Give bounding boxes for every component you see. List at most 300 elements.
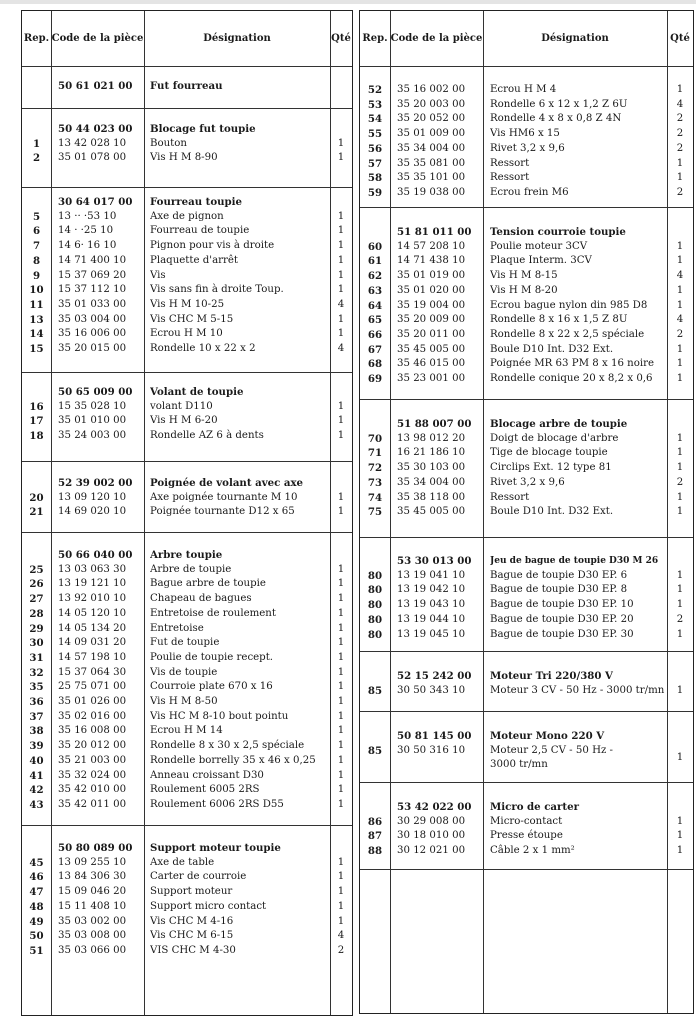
rep-number: 59	[367, 186, 383, 199]
part-code: 35 02 016 00	[58, 710, 127, 722]
part-designation: Axe de table	[150, 856, 215, 868]
rep-number: 20	[29, 491, 44, 504]
table-row	[360, 98, 693, 113]
part-quantity: 4	[337, 298, 345, 310]
rep-number: 87	[367, 830, 383, 843]
table-row	[22, 592, 352, 607]
table-row	[22, 298, 352, 313]
assembly-code: 52 15 242 00	[397, 670, 472, 682]
part-designation: Doigt de blocage d'arbre	[490, 432, 619, 444]
assembly-code: 52 39 002 00	[58, 477, 133, 489]
part-quantity: 1	[676, 815, 684, 827]
part-designation: volant D110	[150, 400, 213, 412]
section-divider	[360, 207, 693, 208]
part-quantity: 1	[676, 299, 684, 311]
table-row	[22, 710, 352, 725]
table-row	[360, 343, 693, 358]
part-designation: Poulie moteur 3CV	[490, 240, 588, 252]
part-code: 35 42 010 00	[58, 784, 127, 796]
table-row	[22, 269, 352, 284]
section-divider	[22, 187, 352, 188]
table-row	[22, 724, 352, 739]
part-code: 35 01 033 00	[58, 298, 127, 310]
part-quantity: 1	[337, 225, 345, 237]
part-designation: Poignée tournante D12 x 65	[150, 506, 295, 518]
part-code: 35 03 002 00	[58, 915, 127, 927]
part-code: 15 11 408 10	[58, 900, 127, 912]
part-designation: VIS CHC M 4-30	[150, 944, 236, 956]
part-code: 14 71 400 10	[58, 254, 127, 266]
part-quantity: 1	[337, 313, 345, 325]
part-designation: Ecrou H M 10	[150, 328, 223, 340]
rep-number: 73	[367, 476, 383, 489]
part-code: 16 21 186 10	[397, 447, 466, 459]
part-quantity: 4	[676, 314, 684, 326]
part-designation: Vis H M 6-20	[150, 415, 218, 427]
part-quantity: 2	[337, 944, 345, 956]
part-quantity: 1	[676, 684, 684, 696]
table-row	[360, 446, 693, 461]
rep-number: 70	[367, 432, 383, 445]
assembly-code: 50 81 145 00	[397, 730, 472, 742]
header-qty: Qté	[670, 33, 690, 44]
part-designation: Axe poignée tournante M 10	[150, 491, 298, 503]
assembly-row	[360, 554, 693, 569]
part-designation: Presse étoupe	[490, 830, 563, 842]
part-code: 35 20 003 00	[397, 98, 466, 110]
parts-table-left	[21, 10, 353, 1016]
rep-number: 26	[29, 578, 44, 591]
table-row	[360, 299, 693, 314]
rep-number: 48	[29, 900, 44, 913]
page-top-edge	[0, 0, 696, 4]
table-row	[22, 900, 352, 915]
assembly-title: Moteur Mono 220 V	[490, 730, 605, 742]
assembly-row	[360, 669, 693, 684]
assembly-row	[22, 122, 352, 137]
rep-number: 66	[367, 328, 383, 341]
assembly-row	[22, 841, 352, 856]
part-quantity: 1	[676, 172, 684, 184]
part-code: 35 01 026 00	[58, 696, 127, 707]
part-code: 35 19 004 00	[397, 299, 466, 311]
part-code: 35 20 015 00	[58, 343, 127, 354]
part-designation: Rivet 3,2 x 9,6	[490, 142, 565, 154]
part-code: 13 92 010 10	[58, 593, 127, 605]
header-code: Code de la pièce	[51, 33, 144, 44]
rep-number: 28	[29, 607, 44, 620]
part-code: 30 50 343 10	[397, 684, 466, 696]
rep-number: 25	[29, 563, 44, 576]
rep-number: 88	[367, 845, 383, 858]
part-designation: Bague de toupie D30 EP. 10	[490, 599, 634, 611]
part-designation: Ecrou H M 4	[490, 84, 557, 95]
parts-table-right	[359, 10, 694, 1014]
table-row	[360, 744, 693, 771]
part-quantity: 2	[676, 613, 684, 625]
table-row	[22, 563, 352, 578]
rep-number: 80	[367, 569, 383, 582]
assembly-title: Fut fourreau	[150, 80, 223, 92]
table-row	[22, 739, 352, 754]
part-quantity: 1	[337, 607, 345, 619]
part-quantity: 1	[337, 210, 345, 222]
rep-number: 7	[32, 240, 41, 253]
part-code: 15 37 064 30	[58, 666, 127, 678]
rep-number: 80	[367, 584, 383, 597]
part-code: 14 6· 16 10	[58, 240, 117, 252]
rep-number: 8	[32, 254, 41, 267]
rep-number: 10	[29, 284, 44, 297]
part-quantity: 1	[676, 752, 684, 764]
table-row	[22, 870, 352, 885]
part-designation: Entretoise de roulement	[150, 607, 276, 619]
table-row	[360, 829, 693, 844]
part-quantity: 1	[337, 152, 345, 164]
part-code: 13 09 255 10	[58, 856, 127, 868]
table-row	[360, 583, 693, 598]
table-row	[22, 651, 352, 666]
section-divider	[360, 651, 693, 652]
section-divider	[22, 461, 352, 462]
assembly-row	[360, 225, 693, 240]
part-quantity: 1	[337, 666, 345, 678]
part-designation: Vis HM6 x 15	[490, 128, 560, 140]
part-designation: Rondelle 6 x 12 x 1,2 Z 6U	[490, 98, 628, 110]
rep-number: 58	[367, 172, 383, 185]
rep-number: 43	[29, 798, 44, 811]
part-designation: Tige de blocage toupie	[490, 447, 608, 459]
part-code: 30 50 316 10	[397, 744, 466, 756]
rep-number: 31	[29, 651, 44, 664]
table-row	[22, 944, 352, 959]
table-row	[22, 680, 352, 695]
part-designation: Plaque Interm. 3CV	[490, 255, 592, 267]
part-designation: Courroie plate 670 x 16	[150, 681, 273, 693]
part-designation: Roulement 6005 2RS	[150, 784, 260, 796]
rep-number: 71	[367, 447, 383, 460]
part-designation: Boule D10 Int. D32 Ext.	[490, 506, 614, 518]
part-designation: Micro-contact	[490, 815, 563, 827]
part-quantity: 1	[337, 784, 345, 796]
part-code: 35 24 003 00	[58, 430, 127, 442]
rep-number: 86	[367, 815, 383, 828]
table-row	[360, 186, 693, 201]
part-quantity: 1	[676, 447, 684, 459]
assembly-title: Fourreau toupie	[150, 196, 243, 208]
part-quantity: 4	[337, 343, 345, 354]
part-designation: Entretoise	[150, 622, 204, 634]
part-designation: Vis HC M 8-10 bout pointu	[150, 710, 289, 722]
table-row	[360, 313, 693, 328]
table-row	[22, 577, 352, 592]
section-divider	[22, 372, 352, 373]
part-code: 35 19 038 00	[397, 186, 466, 198]
part-quantity: 1	[337, 681, 345, 693]
table-row	[22, 622, 352, 637]
part-quantity: 1	[676, 491, 684, 503]
part-code: 35 21 003 00	[58, 754, 127, 766]
part-quantity: 1	[337, 900, 345, 912]
part-code: 14 71 438 10	[397, 255, 466, 267]
assembly-row	[360, 729, 693, 744]
part-quantity: 1	[676, 569, 684, 581]
part-code: 35 38 118 00	[397, 491, 466, 503]
part-code: 15 35 028 10	[58, 400, 127, 412]
part-code: 35 20 011 00	[397, 328, 466, 340]
part-code: 35 46 015 00	[397, 358, 466, 370]
part-designation: Bague arbre de toupie	[150, 578, 266, 590]
table-row	[360, 284, 693, 299]
rep-number: 56	[367, 142, 383, 155]
rep-number: 85	[367, 684, 383, 697]
part-code: 13 42 028 10	[58, 137, 127, 149]
rep-number: 69	[367, 373, 383, 385]
part-code: 35 32 024 00	[58, 769, 127, 781]
part-designation: Poulie de toupie recept.	[150, 651, 274, 663]
assembly-code: 53 42 022 00	[397, 801, 472, 813]
table-row	[22, 429, 352, 444]
assembly-title: Tension courroie toupie	[490, 226, 626, 238]
part-designation: Rondelle conique 20 x 8,2 x 0,6	[490, 373, 653, 384]
assembly-row	[22, 476, 352, 491]
part-code: 14 05 134 20	[58, 622, 127, 634]
part-code: 35 35 101 00	[397, 172, 466, 184]
rep-number: 54	[367, 113, 383, 126]
rep-number: 41	[29, 769, 44, 782]
part-quantity: 1	[676, 462, 684, 474]
table-row	[360, 112, 693, 127]
part-designation: Rondelle 10 x 22 x 2	[150, 343, 256, 354]
rep-number: 61	[367, 255, 383, 268]
table-row	[22, 666, 352, 681]
part-code: 13 03 063 30	[58, 563, 127, 575]
part-designation: Vis CHC M 6-15	[150, 930, 234, 942]
part-designation: Rondelle borrelly 35 x 46 x 0,25	[150, 754, 316, 766]
part-quantity: 1	[676, 84, 684, 95]
part-designation: Poignée MR 63 PM 8 x 16 noire	[490, 358, 655, 370]
table-row	[22, 505, 352, 520]
table-row	[22, 491, 352, 506]
part-code: 14 · ·25 10	[58, 225, 114, 237]
part-designation: Bague de toupie D30 EP. 6	[490, 569, 628, 581]
part-code: 35 01 078 00	[58, 152, 127, 164]
part-designation: Anneau croissant D30	[150, 769, 264, 781]
table-row	[22, 254, 352, 269]
assembly-code: 51 88 007 00	[397, 418, 472, 430]
rep-number: 29	[29, 622, 44, 635]
part-quantity: 1	[337, 491, 345, 503]
part-designation: Ecrou frein M6	[490, 186, 569, 198]
part-designation: Bague de toupie D30 EP. 30	[490, 628, 634, 640]
part-quantity: 1	[337, 284, 345, 296]
rep-number: 2	[32, 152, 41, 165]
part-quantity: 1	[337, 871, 345, 883]
part-designation: Câble 2 x 1 mm²	[490, 845, 575, 857]
table-row	[360, 844, 693, 859]
part-quantity: 1	[676, 506, 684, 518]
table-row	[22, 695, 352, 710]
part-designation: Support moteur	[150, 886, 233, 898]
part-designation: Boule D10 Int. D32 Ext.	[490, 343, 614, 355]
table-row	[22, 327, 352, 342]
assembly-code: 50 44 023 00	[58, 123, 133, 135]
table-row	[360, 476, 693, 491]
assembly-row	[22, 195, 352, 210]
part-quantity: 4	[676, 98, 684, 110]
table-row	[22, 754, 352, 769]
table-row	[22, 151, 352, 166]
part-quantity: 1	[337, 593, 345, 605]
rep-number: 46	[29, 871, 44, 884]
rep-number: 13	[29, 313, 44, 326]
part-code: 35 30 103 00	[397, 462, 466, 474]
rep-number: 36	[29, 696, 44, 708]
rep-number: 85	[367, 744, 383, 757]
part-quantity: 1	[676, 373, 684, 384]
table-row	[360, 254, 693, 269]
rep-number: 15	[29, 343, 44, 355]
part-designation: Vis CHC M 4-16	[150, 915, 234, 927]
part-designation: Ecrou H M 14	[150, 725, 223, 737]
rep-number: 67	[367, 343, 383, 356]
part-quantity: 1	[337, 915, 345, 927]
rep-number: 6	[32, 225, 41, 238]
part-designation-line2: 3000 tr/mn	[490, 759, 548, 771]
part-designation: Fourreau de toupie	[150, 225, 250, 237]
part-quantity: 1	[676, 830, 684, 842]
header-divider	[22, 66, 352, 67]
table-row	[360, 171, 693, 186]
part-code: 13 19 045 10	[397, 628, 466, 640]
part-designation: Vis H M 8-20	[490, 284, 558, 296]
table-row	[22, 400, 352, 415]
rep-number: 32	[29, 666, 44, 679]
part-code: 13 ·· ·53 10	[58, 210, 117, 222]
rep-number: 47	[29, 886, 44, 899]
part-quantity: 1	[337, 754, 345, 766]
table-row	[22, 856, 352, 871]
part-code: 35 01 009 00	[397, 128, 466, 140]
part-code: 13 84 306 30	[58, 871, 127, 883]
part-quantity: 1	[337, 415, 345, 427]
rep-number: 68	[367, 358, 383, 371]
part-code: 35 45 005 00	[397, 506, 466, 518]
part-designation: Rondelle 8 x 30 x 2,5 spéciale	[150, 740, 305, 752]
part-quantity: 1	[676, 628, 684, 640]
table-row	[360, 432, 693, 447]
rep-number: 40	[29, 754, 44, 767]
header-rep: Rep.	[23, 33, 50, 44]
table-row	[22, 210, 352, 225]
section-divider	[22, 825, 352, 826]
part-designation: Ressort	[490, 172, 530, 184]
part-quantity: 1	[676, 584, 684, 596]
part-quantity: 1	[337, 856, 345, 868]
part-quantity: 2	[676, 142, 684, 154]
assembly-code: 51 81 011 00	[397, 226, 472, 238]
part-designation: Fut de toupie	[150, 637, 220, 649]
part-code: 35 35 081 00	[397, 157, 466, 169]
part-code: 14 69 020 10	[58, 506, 127, 518]
part-quantity: 1	[337, 563, 345, 575]
table-row	[22, 283, 352, 298]
part-code: 15 09 046 20	[58, 886, 127, 898]
assembly-code: 50 66 040 00	[58, 549, 133, 561]
rep-number: 35	[29, 681, 44, 694]
table-row	[360, 157, 693, 172]
part-designation: Rondelle AZ 6 à dents	[150, 430, 264, 442]
table-row	[22, 414, 352, 429]
assembly-title: Support moteur toupie	[150, 842, 281, 854]
part-code: 13 19 041 10	[397, 569, 466, 581]
table-row	[360, 613, 693, 628]
rep-number: 18	[29, 430, 44, 443]
rep-number: 64	[367, 299, 383, 312]
assembly-row	[22, 548, 352, 563]
table-row	[360, 684, 693, 699]
header-designation: Désignation	[541, 33, 609, 44]
part-code: 14 05 120 10	[58, 607, 127, 619]
table-row	[360, 357, 693, 372]
rep-number: 30	[29, 637, 44, 650]
part-code: 35 16 008 00	[58, 725, 127, 737]
part-quantity: 1	[676, 240, 684, 252]
part-code: 13 19 042 10	[397, 584, 466, 596]
assembly-title: Blocage arbre de toupie	[490, 418, 628, 430]
table-row	[360, 815, 693, 830]
assembly-row	[360, 417, 693, 432]
table-row	[360, 83, 693, 98]
part-quantity: 1	[676, 284, 684, 296]
part-quantity: 1	[337, 430, 345, 442]
table-row	[360, 127, 693, 142]
header-divider	[360, 66, 693, 67]
header-rep: Rep.	[362, 33, 388, 44]
part-code: 35 20 012 00	[58, 740, 127, 752]
part-code: 25 75 071 00	[58, 681, 127, 693]
part-designation: Rondelle 8 x 16 x 1,5 Z 8U	[490, 314, 628, 326]
table-row	[22, 929, 352, 944]
rep-number: 14	[29, 328, 44, 341]
part-quantity: 1	[337, 578, 345, 590]
rep-number: 50	[29, 930, 44, 943]
assembly-title: Blocage fut toupie	[150, 123, 256, 135]
part-code: 35 42 011 00	[58, 798, 127, 810]
table-row	[360, 598, 693, 613]
part-code: 14 57 198 10	[58, 651, 127, 663]
part-designation: Carter de courroie	[150, 871, 247, 883]
assembly-row	[22, 79, 352, 94]
rep-number: 51	[29, 944, 44, 957]
part-code: 35 01 019 00	[397, 270, 466, 282]
table-row	[360, 628, 693, 643]
rep-number: 37	[29, 710, 44, 723]
part-designation: Axe de pignon	[150, 210, 224, 222]
part-quantity: 2	[676, 113, 684, 125]
part-designation: Vis H M 8-50	[150, 696, 218, 707]
part-code: 30 29 008 00	[397, 815, 466, 827]
part-code: 35 20 052 00	[397, 113, 466, 125]
rep-number: 80	[367, 599, 383, 612]
part-quantity: 2	[676, 328, 684, 340]
part-designation: Arbre de toupie	[150, 563, 232, 575]
part-quantity: 1	[337, 710, 345, 722]
part-quantity: 1	[337, 798, 345, 810]
rep-number: 17	[29, 415, 44, 428]
part-code: 15 37 112 10	[58, 284, 127, 296]
part-designation: Chapeau de bagues	[150, 593, 252, 605]
